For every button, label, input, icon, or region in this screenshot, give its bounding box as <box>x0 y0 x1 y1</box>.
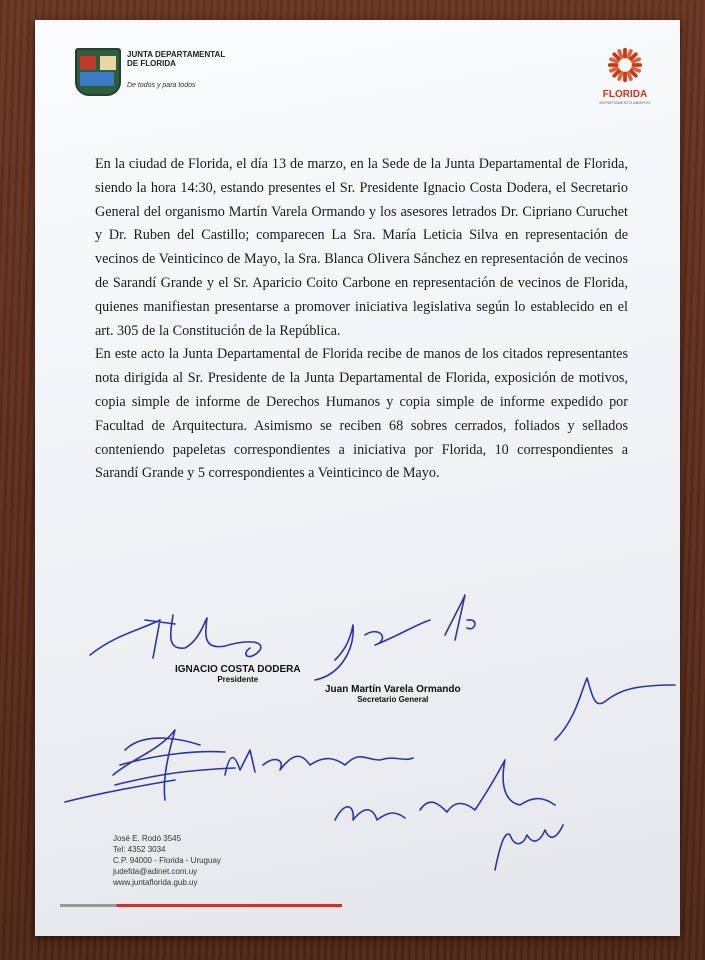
brand-sub: DEPARTAMENTO ABIERTO <box>599 100 651 105</box>
footer-address: José E. Rodó 3545 <box>113 834 182 843</box>
signature-president <box>90 615 261 658</box>
paragraph-1: En la ciudad de Florida, el día 13 de marzo, en la Sede de la Junta Departamental de Florida, siendo la hora 14:30, estando presentes el Sr. Presidente Ignacio Costa Dodera, el Secretario General del organismo Martín Varela Ormando y los asesores letrados Dr. Cipriano Curuchet y Dr. Ruben del Castillo; comparecen La Sra. María Leticia Silva en representación de vecinos de Veinticinco de Mayo, la Sra. Blanca Olivera Sánchez en representación de vecinos de Sarandí Grande y el Sr. Aparicio Coito Carbone en representación de vecinos de Florida, quienes manifiestan presentarse a promover iniciativa legislativa según lo establecido en el art. 305 de la Constitución de la República. <box>95 156 628 339</box>
footer-postal: C.P. 94000 - Florida - Uruguay <box>113 856 221 865</box>
signature-secretary <box>315 595 475 680</box>
secretary-name: Juan Martín Varela Ormando <box>325 684 461 695</box>
signature-left-bottom <box>65 730 235 802</box>
junta-logo <box>75 46 225 96</box>
paragraph-2: En este acto la Junta Departamental de Florida recibe de manos de los citados representantes nota dirigida al Sr. Presidente de la Junta Departamental de Florida, exposición de motivos, copia simple de informe de Derechos Humanos y copia simple de informe expedido por Facultad de Arquitectura. Asimismo se reciben 68 sobres cerrados, foliados y sellados conteniendo papeletas correspondientes a iniciativa por Florida, 10 correspondientes a Sarandí Grande y 5 correspondientes a Veinticinco de Mayo. <box>95 346 628 482</box>
footer-email: judefda@adinet.com.uy <box>113 867 198 876</box>
signature-blanca <box>225 750 413 775</box>
secretary-stamp <box>325 684 461 704</box>
document-page <box>35 20 680 936</box>
signature-maria <box>335 760 555 820</box>
signature-right-1 <box>555 678 675 740</box>
junta-tagline: De todos y para todos <box>127 82 196 89</box>
junta-name: JUNTA DEPARTAMENTAL DE FLORIDA <box>127 50 226 68</box>
president-name: IGNACIO COSTA DODERA <box>175 664 301 675</box>
president-stamp <box>175 664 301 684</box>
brand-word: FLORIDA <box>602 89 648 100</box>
footer-web: www.juntaflorida.gub.uy <box>113 878 198 887</box>
coat-of-arms-icon <box>75 48 121 96</box>
contact-footer <box>113 833 221 888</box>
signature-aparicio <box>495 825 563 870</box>
footer-divider <box>60 904 342 907</box>
florida-brand-logo <box>595 46 655 106</box>
sunburst-icon <box>606 46 644 84</box>
footer-phone: Tel: 4352 3034 <box>113 845 166 854</box>
president-role: Presidente <box>217 675 259 684</box>
secretary-role: Secretario General <box>357 695 429 704</box>
document-body <box>95 153 628 486</box>
